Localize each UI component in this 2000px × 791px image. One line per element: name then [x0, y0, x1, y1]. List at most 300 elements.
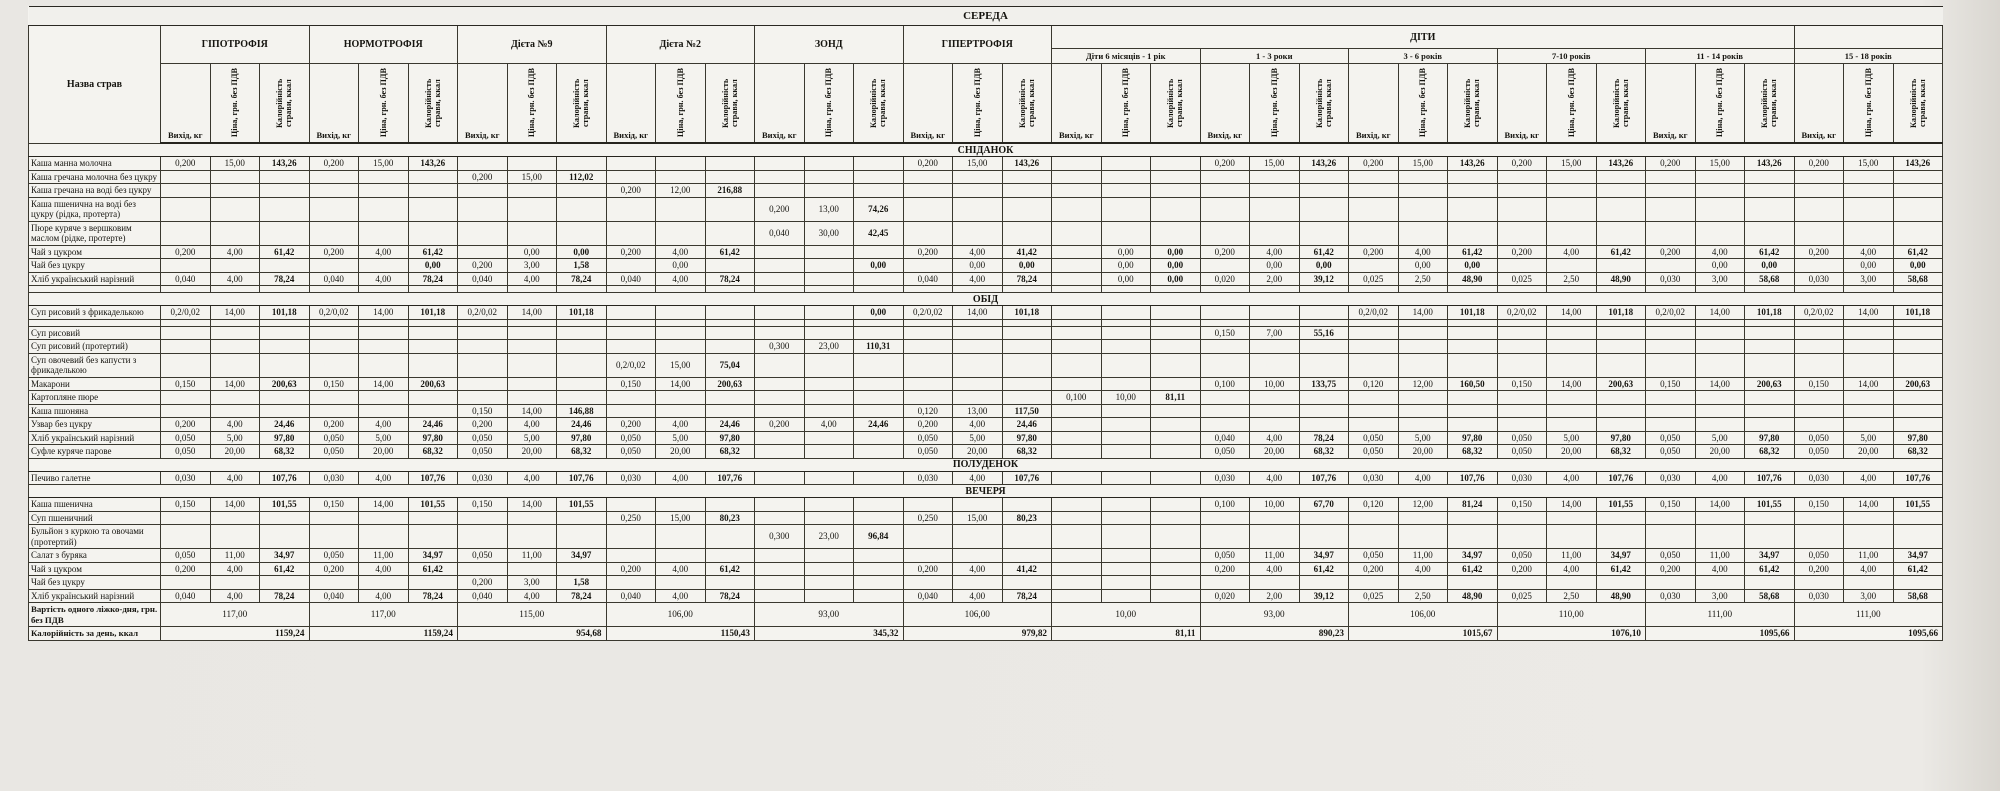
- kcal-cell: 24,46: [854, 418, 904, 432]
- price-cell: [1101, 445, 1151, 459]
- price-cell: [1695, 221, 1745, 245]
- price-cell: [1398, 418, 1448, 432]
- out-cell: [1052, 404, 1102, 418]
- price-cell: 0,00: [507, 245, 557, 259]
- kcal-col-header: Калорійність страви, ккал: [1745, 64, 1795, 144]
- out-cell: [161, 221, 211, 245]
- kcal-cell: [1151, 525, 1201, 549]
- price-cell: [1844, 340, 1894, 354]
- price-cell: 0,00: [1250, 259, 1300, 273]
- out-cell: [606, 326, 656, 340]
- price-cell: 14,00: [1695, 377, 1745, 391]
- out-cell: [458, 391, 508, 405]
- out-cell: 0,150: [309, 377, 359, 391]
- kcal-cell: 34,97: [1596, 549, 1646, 563]
- price-cell: [1250, 391, 1300, 405]
- out-cell: [1349, 221, 1399, 245]
- price-cell: 10,00: [1250, 498, 1300, 512]
- price-cell: 5,00: [1547, 431, 1597, 445]
- out-cell: 0,040: [903, 272, 953, 286]
- out-cell: [1349, 259, 1399, 273]
- kcal-cell: 200,63: [1596, 377, 1646, 391]
- kcal-cell: 143,26: [1299, 157, 1349, 171]
- out-cell: [1052, 418, 1102, 432]
- kcal-cell: 78,24: [705, 272, 755, 286]
- kcal-cell: [854, 157, 904, 171]
- out-cell: 0,030: [903, 471, 953, 485]
- kcal-cell: [1448, 170, 1498, 184]
- out-cell: [1646, 184, 1696, 198]
- price-cell: [1844, 391, 1894, 405]
- out-cell: 0,150: [1646, 377, 1696, 391]
- price-cell: [1250, 306, 1300, 320]
- price-cell: 2,50: [1398, 272, 1448, 286]
- price-col-header: Ціна, грн. без ПДВ: [359, 64, 409, 144]
- price-cell: 14,00: [210, 498, 260, 512]
- out-cell: 0,040: [309, 589, 359, 603]
- dish-row: [29, 525, 1943, 549]
- out-cell: [1497, 197, 1547, 221]
- kcal-cell: 160,50: [1448, 377, 1498, 391]
- dish-name: Каша пшенична: [29, 498, 161, 512]
- out-cell: [1794, 511, 1844, 525]
- total-cell: 111,00: [1646, 603, 1795, 627]
- out-cell: [1200, 404, 1250, 418]
- price-cell: [804, 245, 854, 259]
- price-cell: [1844, 221, 1894, 245]
- out-cell: [309, 197, 359, 221]
- kcal-cell: 143,26: [1596, 157, 1646, 171]
- kcal-cell: 61,42: [705, 245, 755, 259]
- kcal-cell: [1745, 340, 1795, 354]
- kcal-cell: 107,76: [557, 471, 607, 485]
- kcal-cell: 101,18: [1745, 306, 1795, 320]
- out-cell: [1646, 525, 1696, 549]
- price-cell: 11,00: [359, 549, 409, 563]
- price-cell: [359, 391, 409, 405]
- dish-row: [29, 377, 1943, 391]
- kcal-cell: 61,42: [1893, 245, 1943, 259]
- price-cell: 4,00: [359, 471, 409, 485]
- price-cell: [953, 377, 1003, 391]
- kcal-cell: [408, 340, 458, 354]
- price-cell: 4,00: [1547, 471, 1597, 485]
- dish-name: Суп рисовий: [29, 326, 161, 340]
- kcal-cell: [854, 353, 904, 377]
- out-cell: 0,250: [606, 511, 656, 525]
- kcal-cell: [557, 184, 607, 198]
- price-cell: [1547, 404, 1597, 418]
- kcal-cell: [1299, 306, 1349, 320]
- kcal-cell: [260, 221, 310, 245]
- kcal-cell: 110,31: [854, 340, 904, 354]
- out-cell: [1200, 197, 1250, 221]
- kcal-cell: [260, 525, 310, 549]
- total-cell: 1159,24: [161, 627, 310, 641]
- kcal-cell: 24,46: [260, 418, 310, 432]
- out-cell: [458, 245, 508, 259]
- price-cell: 5,00: [210, 431, 260, 445]
- kcal-cell: [1596, 170, 1646, 184]
- price-col-header: Ціна, грн. без ПДВ: [953, 64, 1003, 144]
- out-cell: [1052, 511, 1102, 525]
- price-cell: 4,00: [1844, 562, 1894, 576]
- price-cell: 15,00: [507, 170, 557, 184]
- kcal-cell: [1745, 576, 1795, 590]
- out-cell: [606, 549, 656, 563]
- kcal-cell: [705, 391, 755, 405]
- out-cell: [1497, 340, 1547, 354]
- out-cell: 0,200: [458, 576, 508, 590]
- out-cell: 0,050: [1794, 445, 1844, 459]
- price-cell: 14,00: [1695, 498, 1745, 512]
- kcal-cell: [705, 404, 755, 418]
- price-cell: [359, 221, 409, 245]
- kcal-cell: 200,63: [260, 377, 310, 391]
- kcal-cell: [854, 377, 904, 391]
- kcal-cell: 34,97: [1745, 549, 1795, 563]
- out-cell: [1052, 272, 1102, 286]
- out-col-header: Вихід, кг: [903, 64, 953, 144]
- out-cell: 0,030: [1646, 272, 1696, 286]
- price-cell: [1547, 259, 1597, 273]
- out-cell: 0,200: [903, 562, 953, 576]
- price-cell: [1101, 562, 1151, 576]
- price-cell: [656, 197, 706, 221]
- out-cell: [1794, 170, 1844, 184]
- price-cell: [1695, 391, 1745, 405]
- out-cell: [1646, 576, 1696, 590]
- dish-row: [29, 511, 1943, 525]
- out-cell: [1052, 576, 1102, 590]
- price-cell: [1398, 353, 1448, 377]
- out-cell: 0,040: [606, 272, 656, 286]
- kcal-cell: [1002, 184, 1052, 198]
- dish-name: Пюре куряче з вершковим маслом (рідке, протерте): [29, 221, 161, 245]
- out-cell: [1349, 576, 1399, 590]
- kcal-cell: [854, 431, 904, 445]
- price-cell: [1398, 511, 1448, 525]
- out-cell: [755, 259, 805, 273]
- price-cell: [656, 340, 706, 354]
- price-cell: [804, 589, 854, 603]
- price-cell: 14,00: [507, 498, 557, 512]
- out-cell: 0,040: [161, 272, 211, 286]
- kcal-cell: [408, 197, 458, 221]
- kcal-cell: 143,26: [1448, 157, 1498, 171]
- price-cell: 15,00: [656, 353, 706, 377]
- out-cell: [1349, 391, 1399, 405]
- price-cell: 4,00: [953, 562, 1003, 576]
- kcal-cell: 107,76: [1002, 471, 1052, 485]
- kcal-col-header: Калорійність страви, ккал: [705, 64, 755, 144]
- kcal-cell: [557, 197, 607, 221]
- dish-row: [29, 184, 1943, 198]
- price-cell: 14,00: [507, 306, 557, 320]
- kcal-cell: 61,42: [705, 562, 755, 576]
- dish-row: [29, 418, 1943, 432]
- out-cell: [755, 326, 805, 340]
- kcal-cell: 78,24: [557, 272, 607, 286]
- dish-row: [29, 306, 1943, 320]
- group-header: Дієта №9: [458, 26, 607, 64]
- out-cell: [755, 353, 805, 377]
- out-cell: [755, 184, 805, 198]
- out-cell: [1052, 445, 1102, 459]
- price-cell: 4,00: [1398, 245, 1448, 259]
- price-cell: [953, 549, 1003, 563]
- price-cell: [656, 391, 706, 405]
- kcal-cell: [705, 340, 755, 354]
- kcal-cell: [408, 170, 458, 184]
- price-cell: 11,00: [1844, 549, 1894, 563]
- price-cell: 10,00: [1101, 391, 1151, 405]
- kcal-cell: 0,00: [1745, 259, 1795, 273]
- price-cell: [1250, 170, 1300, 184]
- kcal-cell: 61,42: [408, 562, 458, 576]
- out-cell: [606, 197, 656, 221]
- total-cell: 81,11: [1052, 627, 1201, 641]
- kcal-cell: [854, 562, 904, 576]
- kcal-cell: [1596, 184, 1646, 198]
- kcal-cell: [1448, 340, 1498, 354]
- out-cell: 0,2/0,02: [606, 353, 656, 377]
- out-cell: [1497, 221, 1547, 245]
- out-cell: 0,200: [1794, 157, 1844, 171]
- total-cell: 111,00: [1794, 603, 1943, 627]
- total-cell: 115,00: [458, 603, 607, 627]
- price-cell: [1695, 418, 1745, 432]
- out-cell: 0,150: [1497, 377, 1547, 391]
- out-cell: 0,200: [606, 245, 656, 259]
- kcal-cell: [1151, 431, 1201, 445]
- out-cell: 0,050: [1794, 549, 1844, 563]
- kcal-cell: [1745, 511, 1795, 525]
- out-cell: [1052, 562, 1102, 576]
- kcal-cell: [1151, 377, 1201, 391]
- kcal-cell: [260, 184, 310, 198]
- out-cell: 0,150: [606, 377, 656, 391]
- kcal-col-header: Калорійність страви, ккал: [1596, 64, 1646, 144]
- kcal-cell: 101,55: [1893, 498, 1943, 512]
- out-cell: [903, 525, 953, 549]
- price-cell: [1844, 353, 1894, 377]
- kcal-cell: 101,18: [1893, 306, 1943, 320]
- price-cell: [1398, 170, 1448, 184]
- out-cell: 0,200: [1200, 562, 1250, 576]
- section-header: ОБІД: [29, 293, 1943, 306]
- out-cell: [458, 197, 508, 221]
- price-cell: [1547, 170, 1597, 184]
- kcal-cell: 58,68: [1893, 272, 1943, 286]
- price-cell: [656, 157, 706, 171]
- price-cell: 4,00: [1250, 562, 1300, 576]
- price-cell: [210, 353, 260, 377]
- dish-row: [29, 340, 1943, 354]
- kcal-cell: [1745, 326, 1795, 340]
- kcal-cell: 200,63: [408, 377, 458, 391]
- price-cell: [1547, 221, 1597, 245]
- kcal-cell: 48,90: [1448, 272, 1498, 286]
- price-cell: 14,00: [1695, 306, 1745, 320]
- price-cell: 4,00: [1695, 471, 1745, 485]
- kcal-cell: [557, 511, 607, 525]
- out-cell: [1794, 353, 1844, 377]
- out-cell: 0,050: [606, 445, 656, 459]
- group-header: НОРМОТРОФІЯ: [309, 26, 458, 64]
- price-cell: 20,00: [507, 445, 557, 459]
- price-cell: [953, 326, 1003, 340]
- kcal-cell: 67,70: [1299, 498, 1349, 512]
- out-cell: [1646, 418, 1696, 432]
- price-cell: [210, 221, 260, 245]
- price-cell: 4,00: [359, 418, 409, 432]
- price-cell: [804, 498, 854, 512]
- daily-kcal-row: [29, 627, 1943, 641]
- kcal-cell: 78,24: [1002, 272, 1052, 286]
- out-cell: 0,050: [903, 445, 953, 459]
- price-cell: [1250, 525, 1300, 549]
- out-cell: 0,050: [1200, 549, 1250, 563]
- price-cell: [1101, 498, 1151, 512]
- out-cell: 0,150: [458, 404, 508, 418]
- price-cell: 3,00: [1695, 589, 1745, 603]
- kcal-cell: [1596, 197, 1646, 221]
- out-cell: [606, 498, 656, 512]
- section-header-row: [29, 293, 1943, 306]
- out-cell: [1646, 391, 1696, 405]
- price-cell: [953, 340, 1003, 354]
- out-col-header: Вихід, кг: [1349, 64, 1399, 144]
- out-cell: 0,030: [1794, 272, 1844, 286]
- price-cell: [1101, 157, 1151, 171]
- kcal-cell: [408, 221, 458, 245]
- kcal-cell: 143,26: [1893, 157, 1943, 171]
- out-cell: 0,200: [1794, 245, 1844, 259]
- out-cell: 0,150: [1794, 377, 1844, 391]
- price-cell: 14,00: [359, 377, 409, 391]
- kcal-cell: 61,42: [1893, 562, 1943, 576]
- price-cell: [1398, 525, 1448, 549]
- out-cell: 0,050: [161, 431, 211, 445]
- kcal-cell: [408, 576, 458, 590]
- out-cell: [161, 197, 211, 221]
- kcal-cell: [557, 353, 607, 377]
- price-cell: 15,00: [656, 511, 706, 525]
- out-cell: 0,050: [1794, 431, 1844, 445]
- age-group-header: 11 - 14 років: [1646, 49, 1795, 64]
- out-cell: [903, 498, 953, 512]
- out-cell: [903, 353, 953, 377]
- out-cell: [1052, 471, 1102, 485]
- out-cell: [903, 377, 953, 391]
- total-cell: 106,00: [1349, 603, 1498, 627]
- price-cell: [1844, 197, 1894, 221]
- kcal-cell: [1151, 184, 1201, 198]
- kcal-cell: 55,16: [1299, 326, 1349, 340]
- price-cell: 3,00: [1844, 589, 1894, 603]
- out-cell: [606, 576, 656, 590]
- price-cell: 13,00: [953, 404, 1003, 418]
- out-cell: 0,200: [1646, 562, 1696, 576]
- out-cell: [1052, 326, 1102, 340]
- out-cell: [1200, 525, 1250, 549]
- price-cell: 4,00: [210, 272, 260, 286]
- dish-row: [29, 445, 1943, 459]
- kcal-cell: 97,80: [1745, 431, 1795, 445]
- out-cell: 0,200: [1646, 245, 1696, 259]
- out-cell: 0,150: [1794, 498, 1844, 512]
- out-cell: [755, 306, 805, 320]
- price-cell: [359, 340, 409, 354]
- subcolumn-header-row: [29, 64, 1943, 144]
- out-cell: 0,025: [1497, 589, 1547, 603]
- kcal-cell: [1893, 353, 1943, 377]
- out-cell: 0,200: [309, 245, 359, 259]
- price-cell: [656, 498, 706, 512]
- price-cell: [507, 391, 557, 405]
- price-cell: 4,00: [953, 589, 1003, 603]
- group-header-row: [29, 26, 1943, 49]
- price-cell: [953, 170, 1003, 184]
- total-cell: 1015,67: [1349, 627, 1498, 641]
- kcal-col-header: Калорійність страви, ккал: [1893, 64, 1943, 144]
- price-cell: [804, 184, 854, 198]
- out-cell: [1794, 259, 1844, 273]
- out-cell: [1794, 326, 1844, 340]
- price-cell: 20,00: [1398, 445, 1448, 459]
- out-cell: [161, 326, 211, 340]
- price-cell: 4,00: [507, 418, 557, 432]
- kcal-cell: 1,58: [557, 259, 607, 273]
- kcal-cell: 107,76: [1448, 471, 1498, 485]
- kcal-cell: 143,26: [1745, 157, 1795, 171]
- price-cell: 0,00: [953, 259, 1003, 273]
- price-cell: [1547, 511, 1597, 525]
- price-cell: [804, 377, 854, 391]
- out-cell: 0,200: [161, 157, 211, 171]
- price-cell: [1101, 377, 1151, 391]
- out-cell: [1646, 511, 1696, 525]
- kcal-cell: 101,55: [260, 498, 310, 512]
- kcal-cell: 0,00: [1299, 259, 1349, 273]
- price-cell: [359, 326, 409, 340]
- kcal-cell: 200,63: [1893, 377, 1943, 391]
- price-cell: [359, 353, 409, 377]
- kcal-cell: [705, 498, 755, 512]
- section-header-row: [29, 143, 1943, 157]
- kcal-cell: [408, 353, 458, 377]
- out-cell: [1497, 184, 1547, 198]
- price-cell: 2,00: [1250, 272, 1300, 286]
- out-cell: 0,030: [1200, 471, 1250, 485]
- total-cell: 979,82: [903, 627, 1052, 641]
- kcal-cell: 81,11: [1151, 391, 1201, 405]
- kcal-cell: [854, 391, 904, 405]
- out-cell: 0,2/0,02: [1349, 306, 1399, 320]
- total-cell: 93,00: [1200, 603, 1349, 627]
- price-cell: [1250, 353, 1300, 377]
- price-cell: 4,00: [210, 589, 260, 603]
- price-cell: [804, 157, 854, 171]
- price-cell: [804, 511, 854, 525]
- kcal-cell: [260, 404, 310, 418]
- out-cell: 0,200: [755, 418, 805, 432]
- price-cell: [656, 221, 706, 245]
- price-cell: [1101, 340, 1151, 354]
- kcal-cell: [557, 326, 607, 340]
- age-group-header: 15 - 18 років: [1794, 49, 1943, 64]
